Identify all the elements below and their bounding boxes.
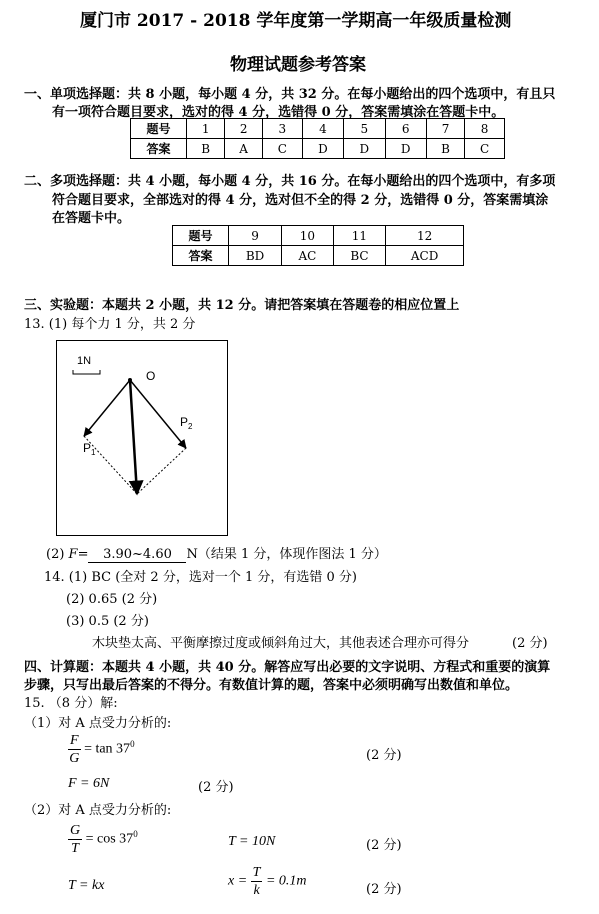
equation-3: $\frac{G}{T}$ = $\cos 37^0$ [70,823,138,856]
scale-bar [73,370,100,374]
force-p1-arrow [84,380,130,436]
point-o-label: O [146,369,156,383]
table-cell: ACD [386,246,464,266]
table-row [131,119,505,139]
table-cell: B [426,139,464,159]
section2-answer-table [172,225,464,266]
equation-4: T = kx [68,878,105,893]
force-p2-arrow [130,380,186,448]
table-cell: D [302,139,343,159]
equation-4-solution: x = $\frac{T}{k}$ = 0.1m [228,865,307,898]
table-cell: 5 [344,119,385,139]
q15-part1: （1）对 A 点受力分析的: [24,716,172,731]
q14-note-score: (2 分) [512,636,548,651]
section4-instruction-line1: 四、计算题：本题共 4 小题，共 40 分。解答应写出必要的文字说明、方程式和重要的演算 [24,660,551,675]
scale-label: 1N [77,355,92,367]
section2-instruction-line1: 二、多项选择题：共 4 小题，每小题 4 分，共 16 分。在每小题给出的四个选项中，有多项 [24,174,556,189]
section4-instruction-line2: 步骤，只写出最后答案的不得分。有数值计算的题，答案中必须明确写出数值和单位。 [24,678,519,693]
table-row [131,139,505,159]
table-row [173,226,464,246]
table-cell: D [344,139,385,159]
point-o [128,378,132,382]
document-subtitle: 物理试题参考答案 [230,55,366,75]
section1-instruction-line2: 有一项符合题目要求，选对的得 4 分，选错得 0 分，答案需填涂在答题卡中。 [52,105,505,120]
table-cell: BC [333,246,386,266]
table-cell: 7 [426,119,464,139]
equation-1-score: (2 分) [366,748,402,763]
table-cell: D [385,139,426,159]
section3-heading: 三、实验题：本题共 2 小题，共 12 分。请把答案填在答题卷的相应位置上 [24,298,460,313]
table-cell: BD [229,246,282,266]
q14-part1: 14. (1) BC (全对 2 分，选对一个 1 分，有选错 0 分) [44,570,357,585]
table-cell: B [187,139,225,159]
table-cell: 8 [465,119,505,139]
document-title: 厦门市 2017 - 2018 学年度第一学期高一年级质量检测 [80,11,512,31]
table-cell: 11 [333,226,386,246]
table-cell: 10 [282,226,334,246]
q13-part1: 13. (1) 每个力 1 分，共 2 分 [24,317,196,332]
fraction-g-over-t: $\frac{G}{T}$ [70,823,81,856]
table-cell: 6 [385,119,426,139]
table-cell: 9 [229,226,282,246]
table-cell: C [465,139,505,159]
fraction-t-over-k: $\frac{T}{k}$ [252,865,261,898]
p1-label: $P_1$ [83,441,96,457]
table-cell: 2 [225,119,263,139]
q14-part3: (3) 0.5 (2 分) [66,614,149,629]
equation-3-result: T = 10N [228,834,276,849]
equation-2: F = 6N [68,776,110,791]
table-cell-label: 答案 [173,246,229,266]
table-cell: 12 [386,226,464,246]
force-diagram [56,340,228,536]
q14-note: 木块垫太高、平衡摩擦过度或倾斜角过大，其他表述合理亦可得分 [92,636,470,651]
table-cell: AC [282,246,334,266]
equation-2-score: (2 分) [198,780,234,795]
table-row [173,246,464,266]
equation-3-score: (2 分) [366,838,402,853]
table-cell: 4 [302,119,343,139]
section1-answer-table [130,118,505,159]
table-cell-label: 题号 [131,119,187,139]
table-cell: 1 [187,119,225,139]
dashed-side-2 [137,448,186,494]
p2-label: $P_2$ [180,415,193,431]
table-cell: A [225,139,263,159]
q13-part2: (2) F= 3.90~4.60 N（结果 1 分，体现作图法 1 分） [46,547,387,562]
fraction-f-over-g: $\frac{F}{G}$ [69,733,80,766]
section1-instruction-line1: 一、单项选择题：共 8 小题，每小题 4 分，共 32 分。在每小题给出的四个选项中，有且只 [24,87,556,102]
q15-part2: （2）对 A 点受力分析的: [24,803,172,818]
table-cell-label: 答案 [131,139,187,159]
section2-instruction-line3: 在答题卡中。 [52,211,131,226]
q13-answer-value: 3.90~4.60 [88,547,186,563]
equation-1: $\frac{F}{G}$ = $\tan 37^0$ [69,733,135,766]
section2-instruction-line2: 符合题目要求，全部选对的得 4 分，选对但不全的得 2 分，选错得 0 分，答案需填涂 [52,193,549,208]
q15-header: 15. （8 分）解: [24,696,118,711]
table-cell-label: 题号 [173,226,229,246]
diagram-frame [57,341,228,536]
q14-part2: (2) 0.65 (2 分) [66,592,158,607]
equation-4-score: (2 分) [366,882,402,897]
table-cell: C [262,139,302,159]
table-cell: 3 [262,119,302,139]
dashed-side-1 [84,436,137,494]
resultant-force-arrow [130,380,137,494]
